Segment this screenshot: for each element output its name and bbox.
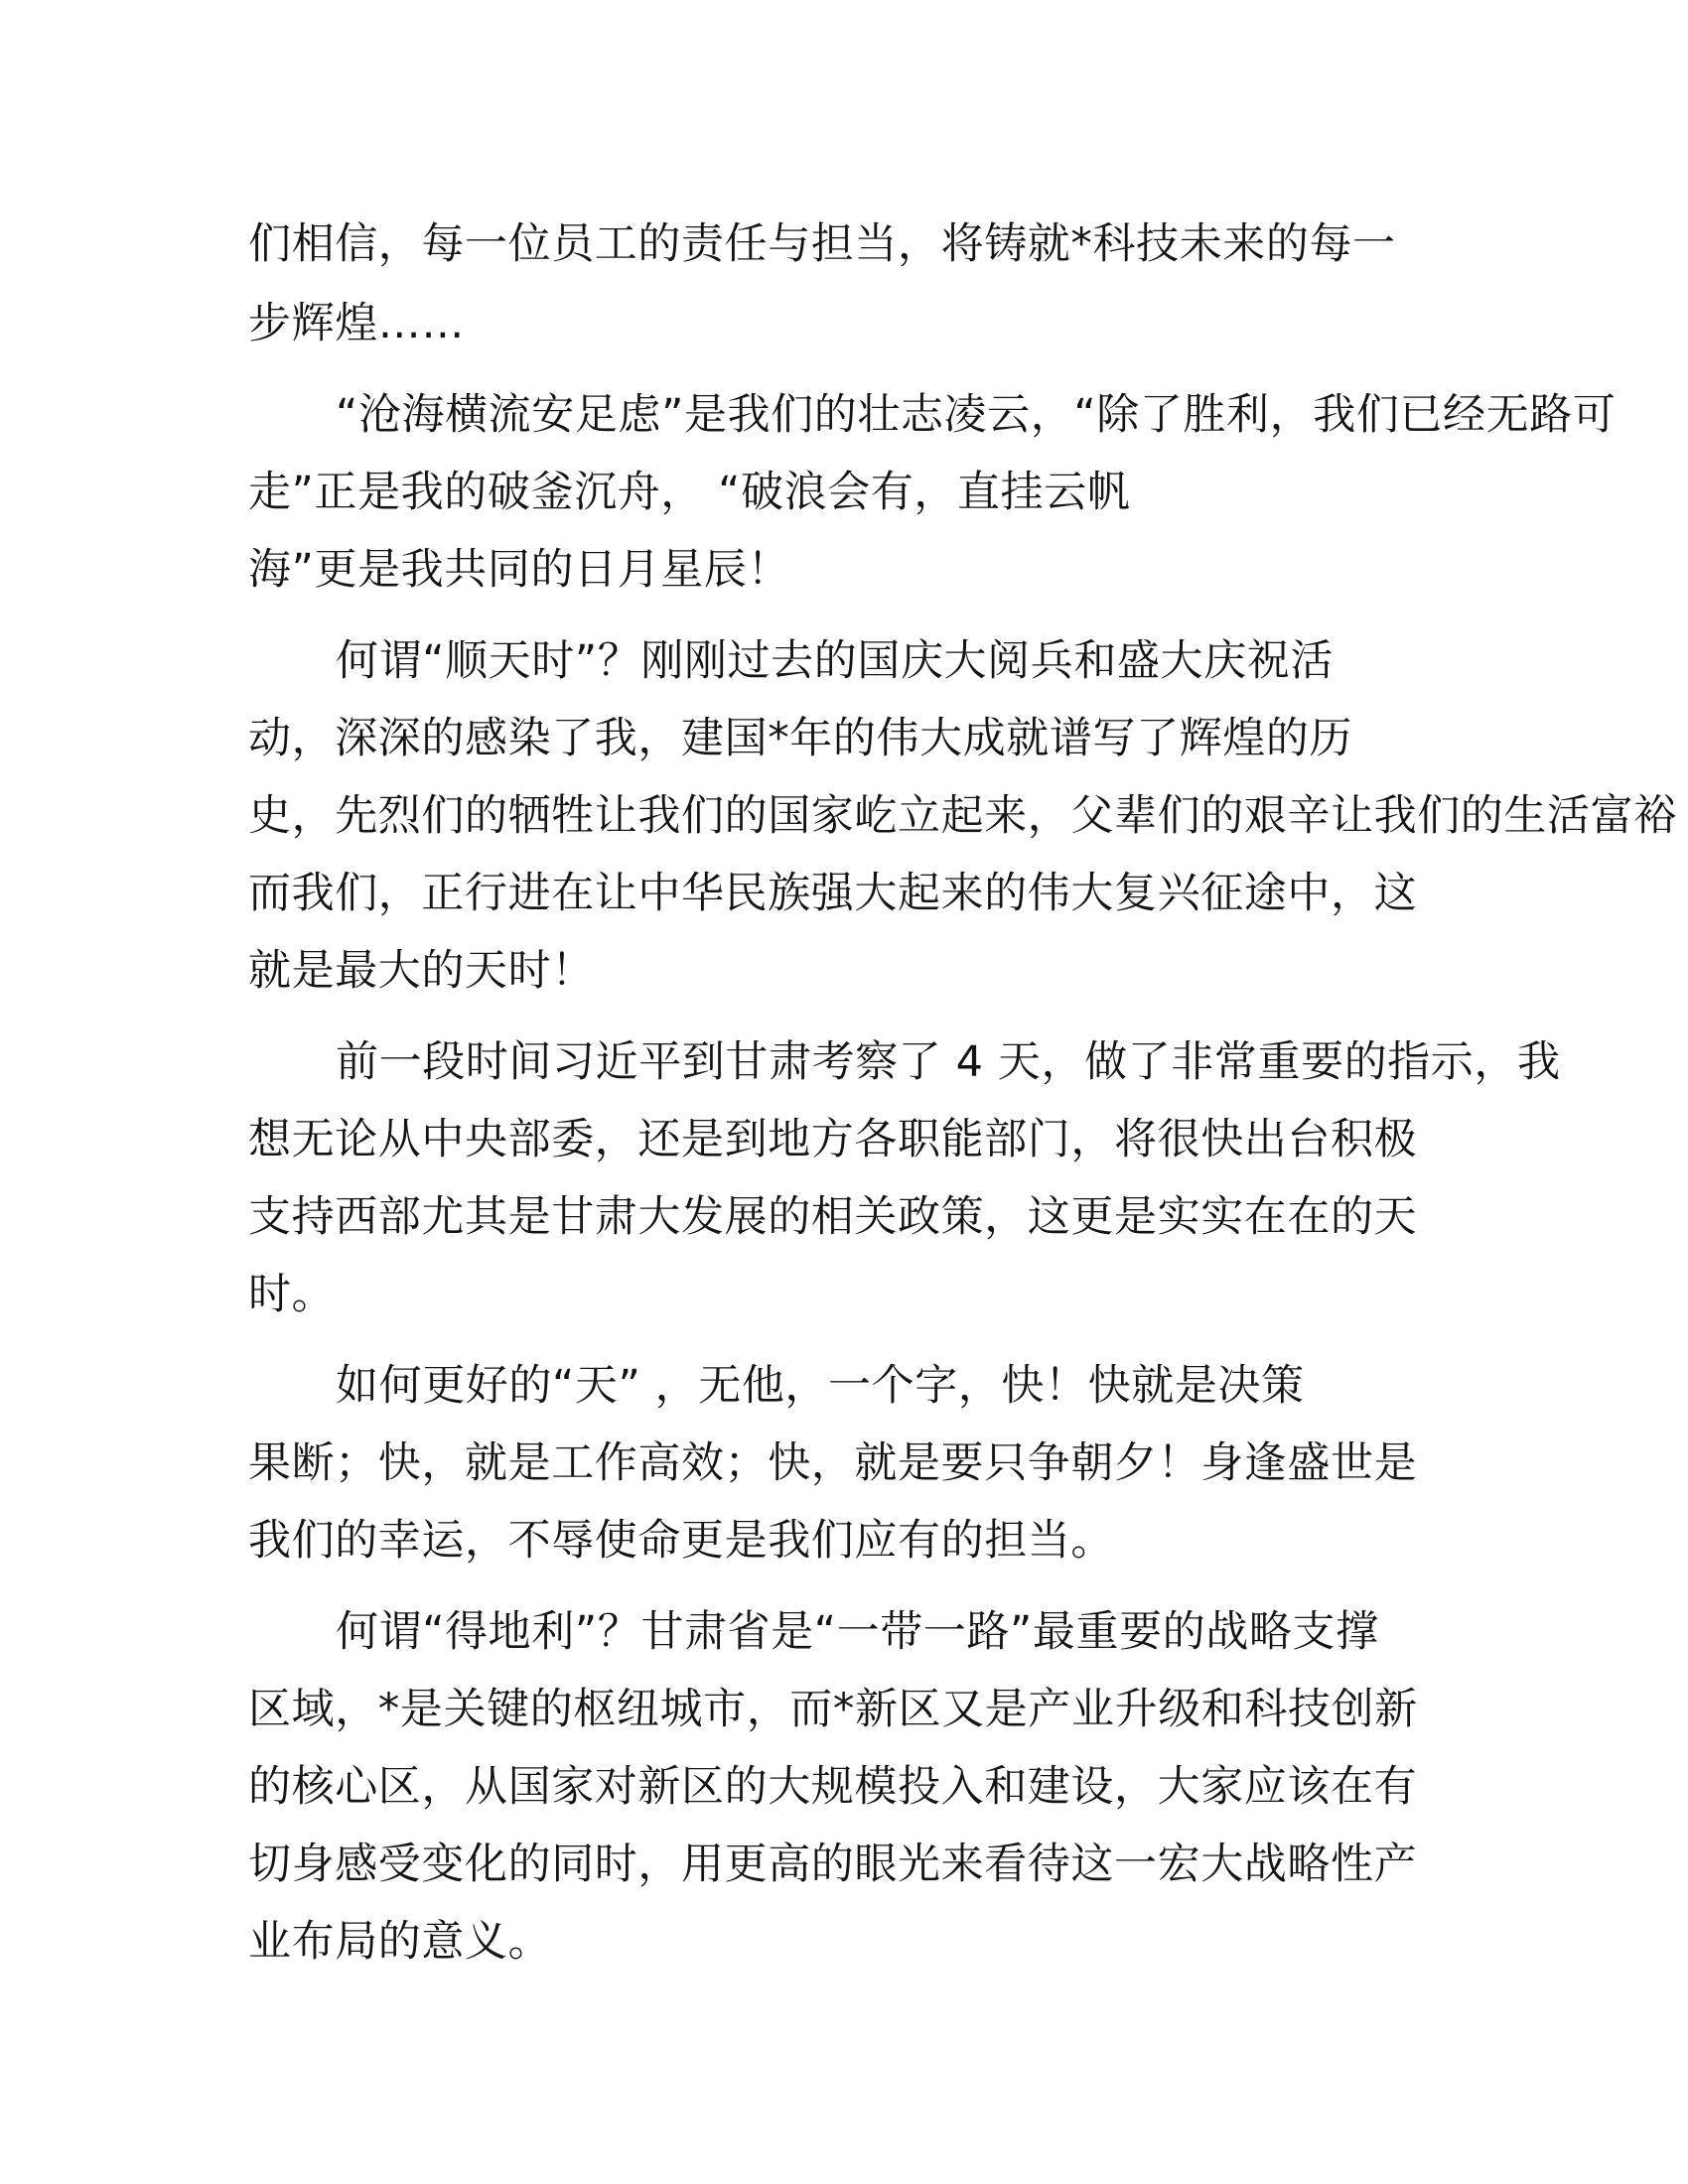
- text-line-13: 支持西部尤其是甘肃大发展的相关政策，这更是实实在在的天: [248, 1192, 1418, 1242]
- text-line-10: 就是最大的天时！: [248, 946, 595, 996]
- paragraph-start-line: 如何更好的“天” ，无他，一个字，快！快就是决策: [336, 1361, 1305, 1411]
- text-line-4: 走”正是我的破釜沉舟， “破浪会有，直挂云帆: [248, 468, 1131, 517]
- paragraph-start-line: 何谓“得地利”？甘肃省是“一带一路”最重要的战略支撑: [336, 1607, 1379, 1657]
- paragraph-start-line: 前一段时间习近平到甘肃考察了 4 天，做了非常重要的指示，我: [336, 1037, 1561, 1087]
- text-line-20: 的核心区，从国家对新区的大规模投入和建设，大家应该在有: [248, 1762, 1418, 1812]
- text-line-2: 步辉煌……: [248, 299, 465, 348]
- text-line-17: 我们的幸运，不辱使命更是我们应有的担当。: [248, 1516, 1114, 1566]
- text-line-5: 海”更是我共同的日月星辰！: [248, 545, 791, 595]
- text-line-22: 业布局的意义。: [248, 1917, 552, 1967]
- paragraph-start-line: “沧海横流安足虑”是我们的壮志凌云，“除了胜利，我们已经无路可: [336, 390, 1617, 440]
- text-line-19: 区域，*是关键的枢纽城市，而*新区又是产业升级和科技创新: [248, 1685, 1418, 1734]
- text-line-9: 而我们，正行进在让中华民族强大起来的伟大复兴征途中，这: [248, 869, 1418, 918]
- text-line-8: 史，先烈们的牺牲让我们的国家屹立起来，父辈们的艰辛让我们的生活富裕: [248, 791, 1677, 841]
- text-line-7: 动，深深的感染了我，建国*年的伟大成就谱写了辉煌的历: [248, 714, 1353, 763]
- paragraph-start-line: 何谓“顺天时”？刚刚过去的国庆大阅兵和盛大庆祝活: [336, 636, 1334, 686]
- text-line-1: 们相信，每一位员工的责任与担当，将铸就*科技未来的每一: [248, 219, 1396, 269]
- text-line-12: 想无论从中央部委，还是到地方各职能部门，将很快出台积极: [248, 1115, 1418, 1164]
- text-line-14: 时。: [248, 1270, 336, 1319]
- text-line-16: 果断；快，就是工作高效；快，就是要只争朝夕！身逢盛世是: [248, 1438, 1418, 1488]
- text-line-21: 切身感受变化的同时，用更高的眼光来看待这一宏大战略性产: [248, 1840, 1418, 1889]
